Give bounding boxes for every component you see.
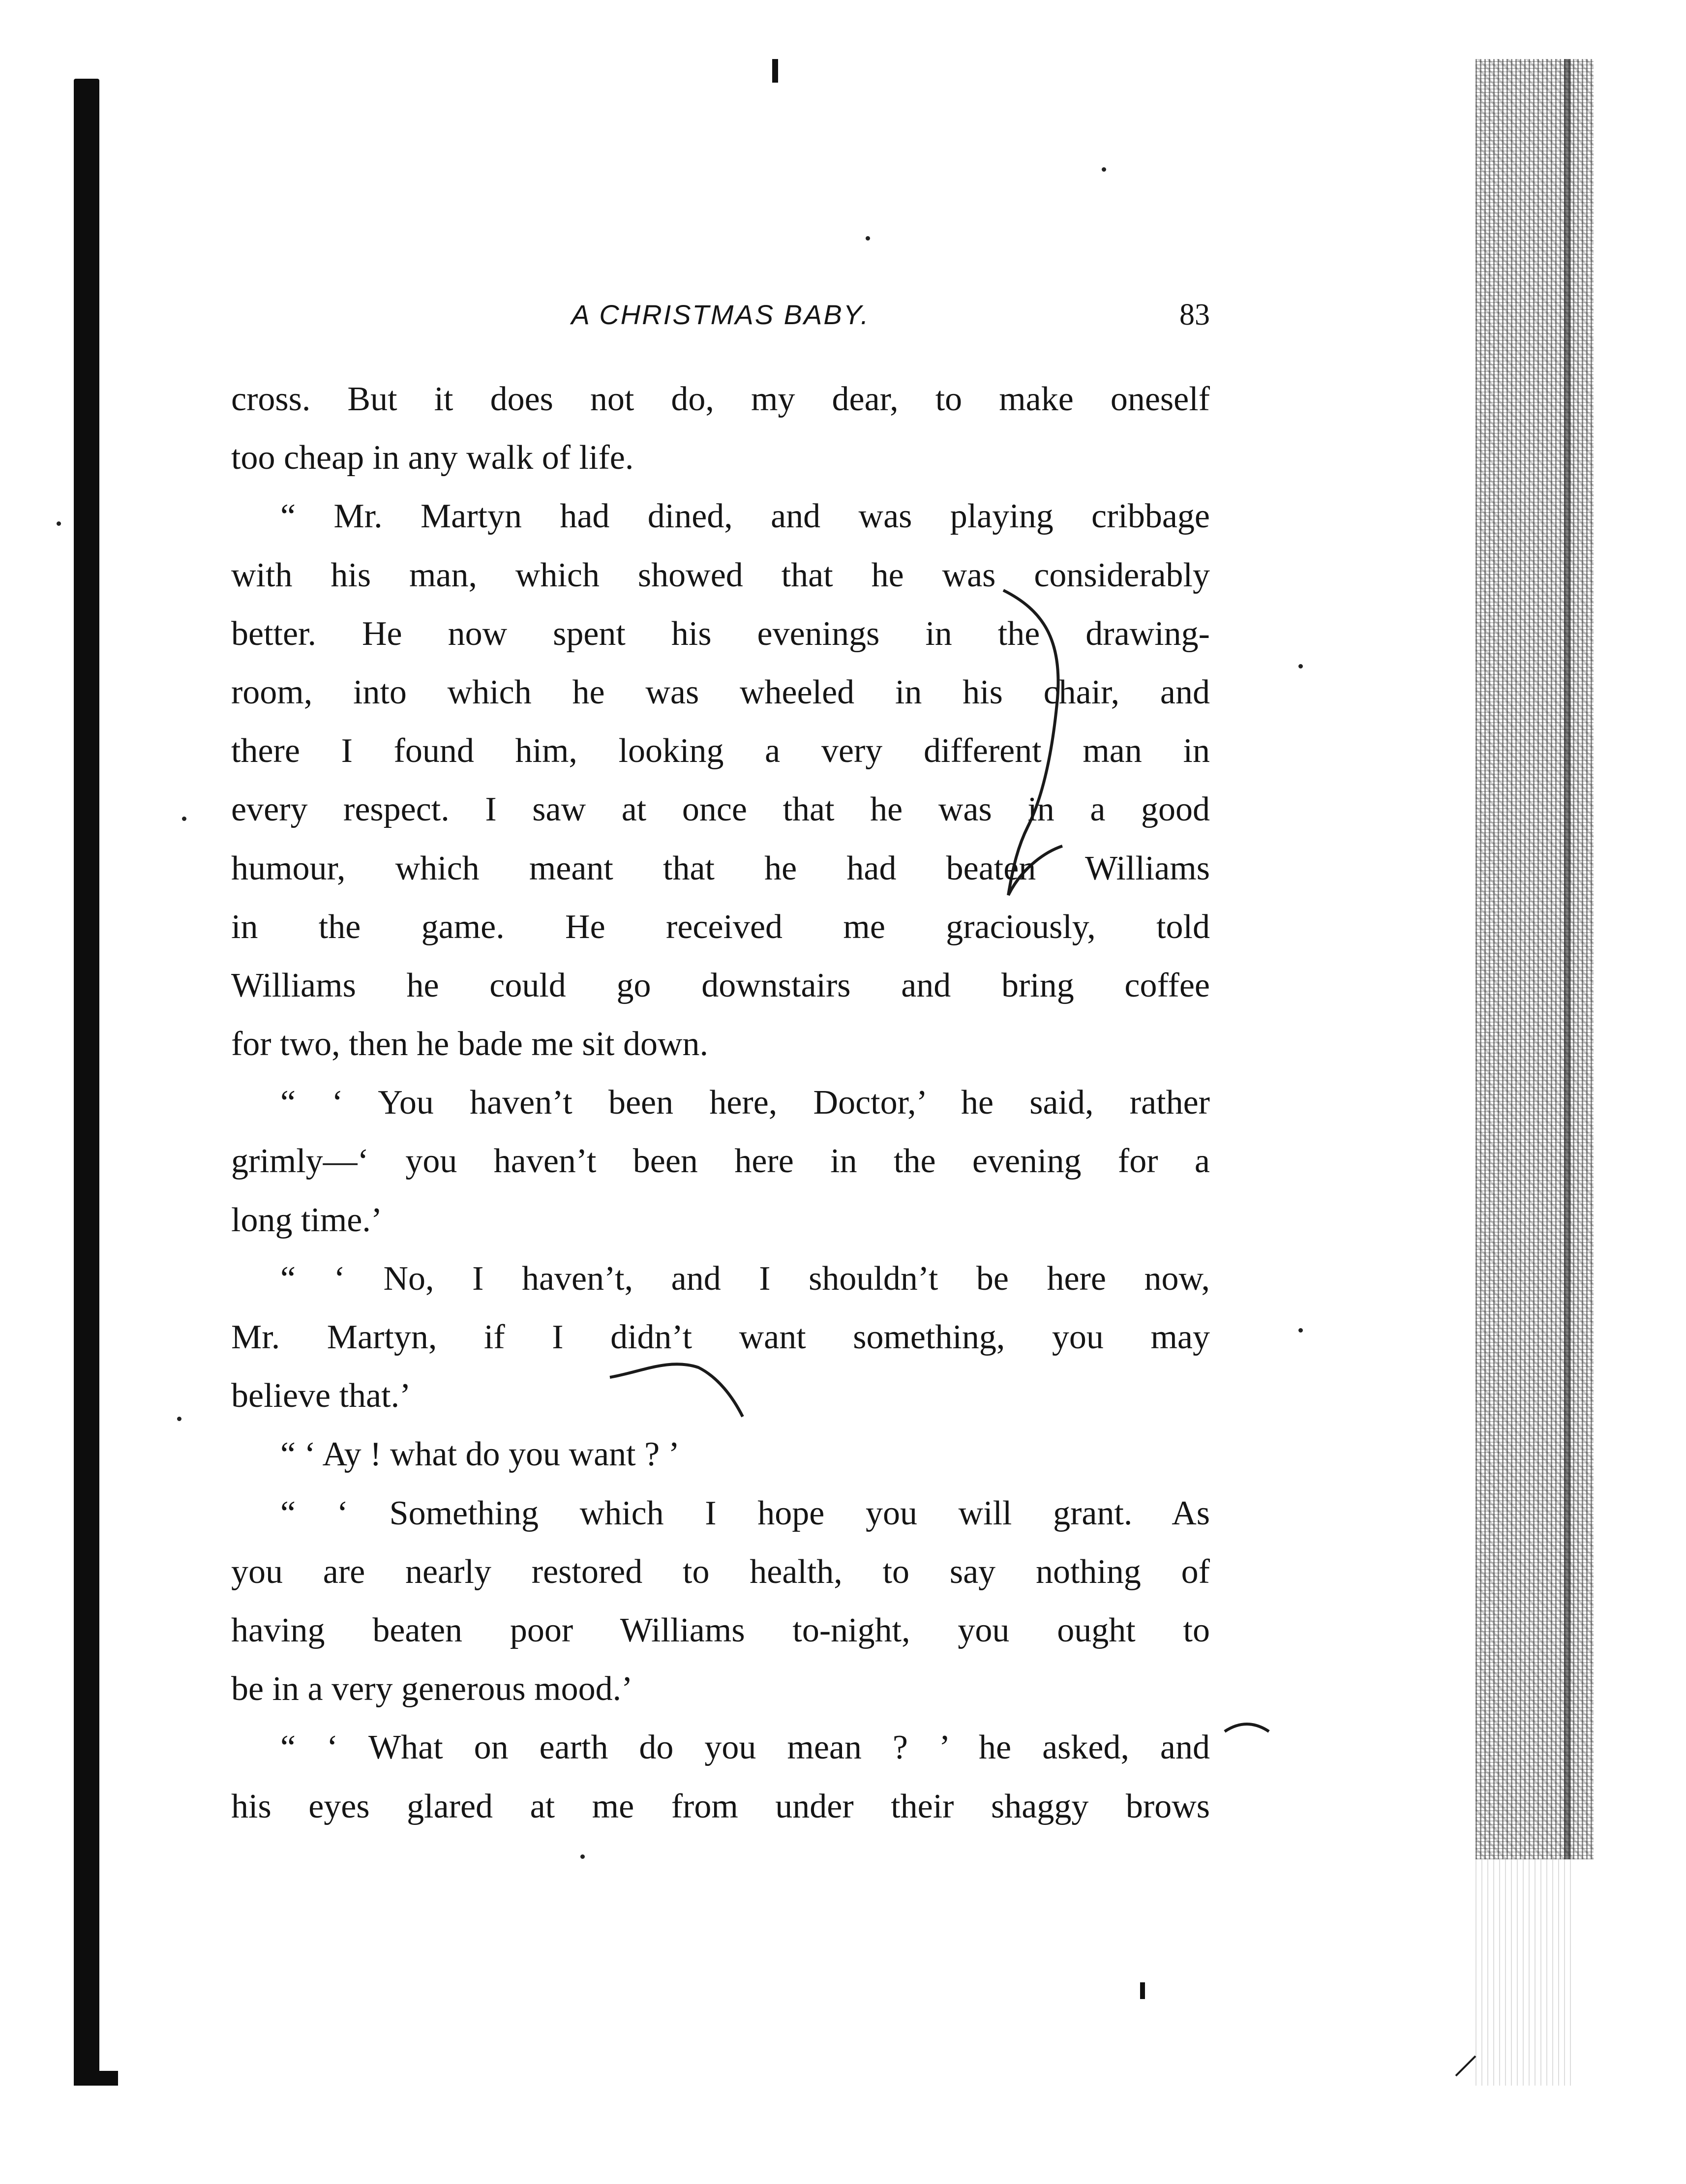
page-number: 83: [1179, 298, 1210, 332]
text-line: there I found him, looking a very different man in: [231, 732, 1210, 770]
text-line: for two, then he bade me sit down.: [231, 1025, 709, 1063]
text-line: every respect. I saw at once that he was in a good: [231, 790, 1210, 829]
text-line: “ ‘ Something which I hope you will grant. As: [280, 1494, 1210, 1532]
text-line: room, into which he was wheeled in his chair, and: [231, 673, 1210, 711]
text-line: with his man, which showed that he was considerably: [231, 556, 1210, 594]
running-head: [231, 295, 1210, 334]
text-line: “ ‘ What on earth do you mean ? ’ he asked, and: [280, 1729, 1210, 1767]
text-line: Williams he could go downstairs and bring coffee: [231, 966, 1210, 1004]
text-line: “ Mr. Martyn had dined, and was playing cribbage: [280, 497, 1210, 536]
text-line: “ ‘ You haven’t been here, Doctor,’ he said, rather: [280, 1084, 1210, 1122]
text-line: cross. But it does not do, my dear, to make oneself: [231, 380, 1210, 418]
text-line: in the game. He received me graciously, told: [231, 908, 1210, 946]
text-line: better. He now spent his evenings in the drawing-: [231, 614, 1210, 653]
body-text: [231, 370, 1210, 1836]
text-line: you are nearly restored to health, to say nothing of: [231, 1552, 1210, 1591]
text-line: believe that.’: [231, 1377, 411, 1415]
running-title: A CHRISTMAS BABY.: [571, 299, 870, 330]
text-line: grimly—‘ you haven’t been here in the evening for a: [231, 1142, 1210, 1181]
text-line: be in a very generous mood.’: [231, 1670, 633, 1708]
text-line: having beaten poor Williams to-night, you ought to: [231, 1611, 1210, 1649]
text-line: humour, which meant that he had beaten Williams: [231, 849, 1210, 887]
text-line: long time.’: [231, 1201, 383, 1239]
text-line: “ ‘ Ay ! what do you want ? ’: [280, 1435, 680, 1474]
text-line: “ ‘ No, I haven’t, and I shouldn’t be here now,: [280, 1259, 1210, 1298]
text-line: his eyes glared at me from under their shaggy brows: [231, 1787, 1210, 1825]
text-line: too cheap in any walk of life.: [231, 439, 634, 477]
pencil-stroke: [1456, 2056, 1475, 2076]
text-line: Mr. Martyn, if I didn’t want something, you may: [231, 1318, 1210, 1356]
pencil-stroke: [1225, 1724, 1269, 1731]
